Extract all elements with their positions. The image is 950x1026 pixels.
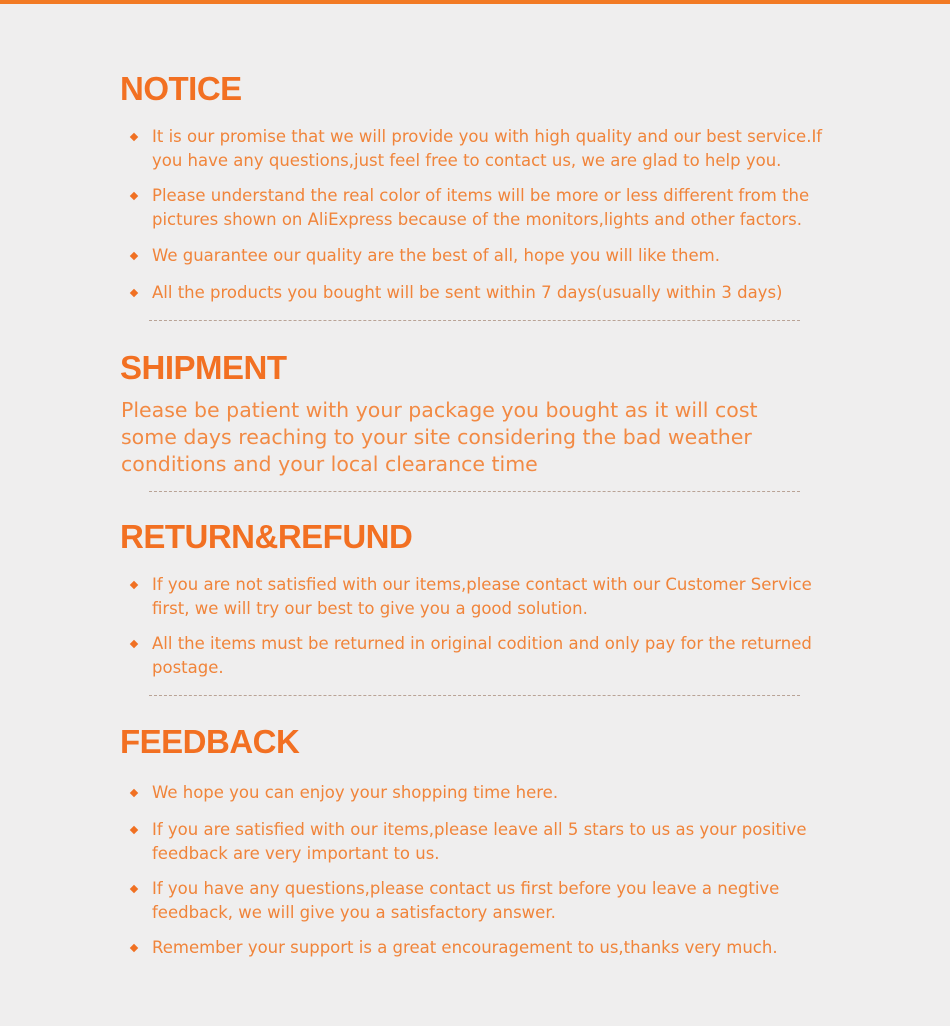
notice-item-2-text: Please understand the real color of items will be more or less different from the pictures shown on AliExpress because of the monitors,lights and other factors.	[152, 186, 810, 229]
diamond-bullet-icon	[130, 252, 138, 260]
feedback-item-1	[128, 781, 828, 805]
section-divider	[149, 491, 800, 492]
feedback-item-4-text: Remember your support is a great encouragement to us,thanks very much.	[152, 938, 778, 957]
return-refund-title: RETURN&REFUND	[120, 518, 413, 555]
diamond-bullet-icon	[130, 885, 138, 893]
feedback-item-2	[128, 818, 828, 866]
shipment-title: SHIPMENT	[120, 349, 287, 386]
feedback-item-1-text: We hope you can enjoy your shopping time here.	[152, 783, 559, 802]
diamond-bullet-icon	[130, 289, 138, 297]
section-divider	[149, 320, 800, 321]
top-accent-bar	[0, 0, 950, 4]
notice-item-3-text: We guarantee our quality are the best of all, hope you will like them.	[152, 246, 720, 265]
diamond-bullet-icon	[130, 192, 138, 200]
notice-item-2	[128, 184, 828, 232]
shipment-text: Please be patient with your package you bought as it will cost some days reaching to your site considering the bad weather conditions and your local clearance time	[121, 398, 758, 476]
notice-item-3	[128, 244, 828, 268]
diamond-bullet-icon	[130, 581, 138, 589]
feedback-item-3	[128, 877, 828, 925]
return-refund-item-2	[128, 632, 828, 680]
diamond-bullet-icon	[130, 944, 138, 952]
notice-item-4	[128, 281, 828, 305]
diamond-bullet-icon	[130, 640, 138, 648]
return-refund-item-2-text: All the items must be returned in original codition and only pay for the returned postage.	[152, 634, 812, 677]
diamond-bullet-icon	[130, 789, 138, 797]
feedback-item-2-text: If you are satisfied with our items,please leave all 5 stars to us as your positive feedback are very important to us.	[152, 820, 807, 863]
notice-title: NOTICE	[120, 70, 242, 107]
section-divider	[149, 695, 800, 696]
diamond-bullet-icon	[130, 133, 138, 141]
notice-item-1-text: It is our promise that we will provide you with high quality and our best service.If you have any questions,just feel free to contact us, we are glad to help you.	[152, 127, 823, 170]
feedback-title: FEEDBACK	[120, 723, 300, 760]
return-refund-item-1	[128, 573, 828, 621]
diamond-bullet-icon	[130, 826, 138, 834]
return-refund-item-1-text: If you are not satisfied with our items,please contact with our Customer Service first, we will try our best to give you a good solution.	[152, 575, 812, 618]
feedback-item-3-text: If you have any questions,please contact us first before you leave a negtive feedback, we will give you a satisfactory answer.	[152, 879, 780, 922]
notice-item-1	[128, 125, 828, 173]
notice-item-4-text: All the products you bought will be sent within 7 days(usually within 3 days)	[152, 283, 783, 302]
feedback-item-4	[128, 936, 828, 960]
